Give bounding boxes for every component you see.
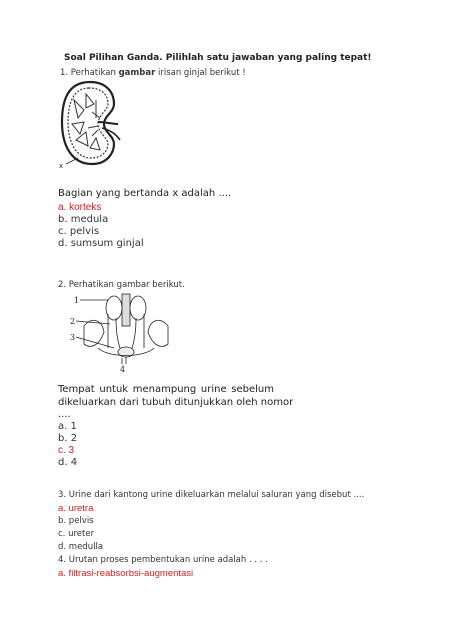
- q4-prompt: 4. Urutan proses pembentukan urine adalah . . . .: [58, 555, 268, 565]
- q2-option-a: a. 1: [58, 421, 77, 432]
- q1-stem: Bagian yang bertanda x adalah ....: [58, 188, 232, 199]
- figure-label-3: 3: [70, 333, 76, 342]
- q2-stem-word: Tempat: [58, 384, 95, 395]
- q3-option-d: d. medulla: [58, 542, 104, 552]
- q2-stem-word: untuk: [99, 384, 129, 395]
- q2-option-b: b. 2: [58, 433, 78, 444]
- urinary-system-figure: [62, 292, 188, 374]
- q3-option-a: a. uretra: [58, 503, 94, 514]
- q2-stem-line2: dikeluarkan dari tubuh ditunjukkan oleh nomor: [58, 397, 294, 408]
- q1-option-c: c. pelvis: [58, 226, 100, 237]
- q2-option-c: c. 3: [58, 445, 75, 456]
- q2-prompt: 2. Perhatikan gambar berikut.: [58, 280, 185, 290]
- q1-option-a: a. korteks: [58, 202, 102, 213]
- q2-option-d: d. 4: [58, 457, 78, 468]
- q1-option-d: d. sumsum ginjal: [58, 238, 144, 249]
- q3-option-b: b. pelvis: [58, 516, 94, 526]
- q1-prompt: [60, 68, 246, 78]
- figure-label-4: 4: [120, 365, 126, 374]
- q2-stem-word: urine: [200, 384, 227, 395]
- q2-stem-word: menampung: [132, 384, 197, 395]
- q1-prompt-end: irisan ginjal berikut !: [155, 68, 246, 78]
- q1-prompt-bold: gambar: [118, 68, 156, 78]
- q1-option-b: b. medula: [58, 214, 109, 225]
- q4-answer: a. filtrasi-reabsorbsi-augmentasi: [58, 568, 194, 579]
- q3-prompt: 3. Urine dari kantong urine dikeluarkan melalui saluran yang disebut ....: [58, 490, 365, 500]
- page-heading: Soal Pilihan Ganda. Pilihlah satu jawaban yang paling tepat!: [64, 53, 372, 63]
- q3-option-c: c. ureter: [58, 529, 95, 539]
- figure-mark-x: x: [59, 162, 64, 170]
- q1-prompt-start: 1. Perhatikan: [60, 68, 119, 78]
- q2-stem-word: sebelum: [231, 384, 274, 395]
- figure-label-2: 2: [70, 317, 76, 326]
- kidney-section-figure: [56, 78, 134, 170]
- q2-stem-line1: [58, 384, 274, 395]
- q2-stem-line3: ....: [58, 409, 71, 420]
- figure-label-1: 1: [74, 296, 80, 305]
